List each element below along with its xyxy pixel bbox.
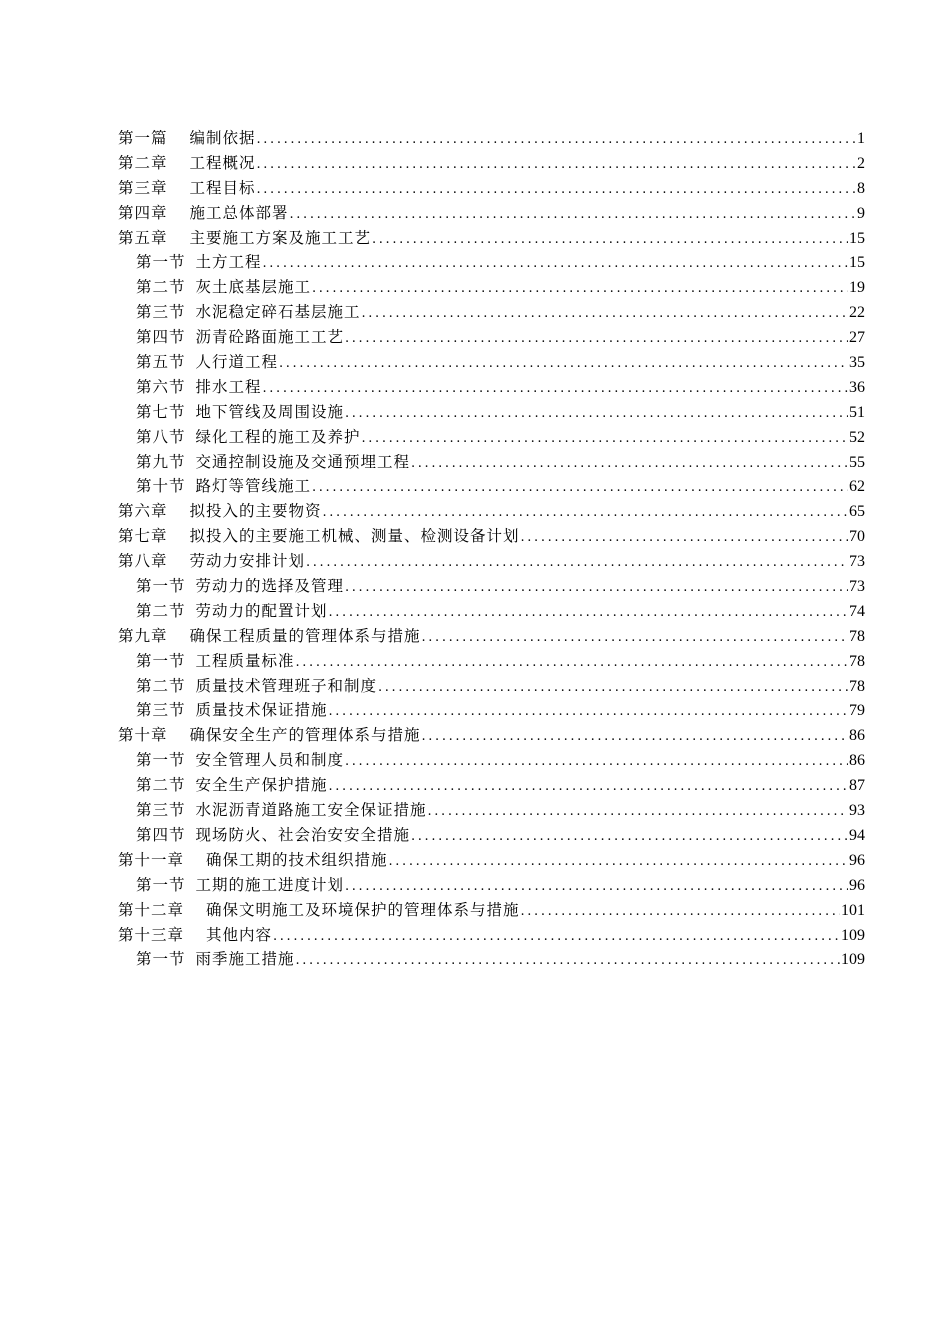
toc-entry-page-number: 86	[849, 752, 865, 770]
toc-section-entry[interactable]	[118, 325, 865, 350]
toc-entry-title: 工程概况	[189, 153, 256, 172]
toc-entry-number: 第八章	[118, 552, 168, 571]
toc-section-entry[interactable]	[118, 698, 865, 723]
toc-section-entry[interactable]	[118, 873, 865, 898]
toc-entry-page-number: 79	[849, 702, 865, 720]
toc-entry-title: 绿化工程的施工及养护	[195, 427, 361, 446]
toc-entry-number: 第五节	[136, 353, 186, 372]
toc-chapter-entry[interactable]	[118, 499, 865, 524]
toc-chapter-entry[interactable]	[118, 151, 865, 176]
toc-dot-leader	[323, 501, 848, 526]
toc-entry-page-number: 109	[841, 951, 865, 969]
toc-dot-leader	[290, 203, 856, 228]
toc-section-entry[interactable]	[118, 474, 865, 499]
toc-entry-number: 第三章	[118, 178, 168, 197]
toc-entry-title: 确保安全生产的管理体系与措施	[189, 726, 421, 745]
toc-entry-title: 劳动力的配置计划	[195, 601, 328, 620]
toc-entry-number: 第七节	[136, 402, 186, 421]
toc-dot-leader	[263, 377, 848, 402]
toc-dot-leader	[411, 825, 848, 850]
toc-dot-leader	[257, 178, 856, 203]
toc-chapter-entry[interactable]	[118, 549, 865, 574]
toc-dot-leader	[428, 800, 848, 825]
toc-entry-title: 灰土底基层施工	[195, 278, 312, 297]
toc-dot-leader	[329, 700, 848, 725]
toc-entry-number: 第十二章	[118, 900, 185, 919]
toc-entry-title: 拟投入的主要施工机械、测量、检测设备计划	[189, 527, 520, 546]
toc-entry-page-number: 70	[849, 528, 865, 546]
toc-chapter-entry[interactable]	[118, 624, 865, 649]
toc-entry-title: 雨季施工措施	[195, 950, 295, 969]
toc-entry-number: 第十三章	[118, 925, 185, 944]
toc-entry-title: 拟投入的主要物资	[189, 502, 322, 521]
toc-section-entry[interactable]	[118, 425, 865, 450]
toc-entry-page-number: 36	[849, 378, 865, 396]
toc-dot-leader	[257, 128, 856, 153]
toc-entry-page-number: 65	[849, 503, 865, 521]
toc-entry-number: 第九章	[118, 626, 168, 645]
toc-entry-number: 第十一章	[118, 850, 185, 869]
toc-entry-page-number: 86	[849, 727, 865, 745]
toc-dot-leader	[312, 277, 848, 302]
toc-section-entry[interactable]	[118, 599, 865, 624]
toc-dot-leader	[345, 576, 848, 601]
toc-dot-leader	[389, 850, 848, 875]
toc-entry-number: 第四节	[136, 825, 186, 844]
toc-entry-number: 第四章	[118, 203, 168, 222]
toc-entry-title: 路灯等管线施工	[195, 477, 312, 496]
toc-dot-leader	[296, 949, 840, 974]
toc-entry-title: 安全管理人员和制度	[195, 751, 345, 770]
toc-entry-title: 其他内容	[206, 925, 273, 944]
toc-dot-leader	[329, 775, 848, 800]
toc-entry-number: 第一篇	[118, 129, 168, 147]
toc-section-entry[interactable]	[118, 450, 865, 475]
toc-entry-number: 第十节	[136, 477, 186, 496]
toc-entry-number: 第一节	[136, 253, 186, 272]
toc-entry-number: 第二节	[136, 676, 186, 695]
toc-chapter-entry[interactable]	[118, 898, 865, 923]
toc-entry-title: 确保文明施工及环境保护的管理体系与措施	[206, 900, 520, 919]
toc-section-entry[interactable]	[118, 947, 865, 972]
toc-entry-page-number: 27	[849, 329, 865, 347]
toc-chapter-entry[interactable]	[118, 226, 865, 251]
toc-entry-number: 第十章	[118, 726, 168, 745]
toc-section-entry[interactable]	[118, 649, 865, 674]
toc-entry-number: 第四节	[136, 328, 186, 347]
toc-entry-title: 工期的施工进度计划	[195, 875, 345, 894]
toc-entry-page-number: 1	[857, 130, 865, 147]
toc-section-entry[interactable]	[118, 574, 865, 599]
toc-entry-title: 土方工程	[195, 253, 262, 272]
toc-entry-title: 水泥沥青道路施工安全保证措施	[195, 801, 427, 820]
toc-dot-leader	[362, 302, 848, 327]
toc-chapter-entry[interactable]	[118, 923, 865, 948]
toc-dot-leader	[312, 476, 848, 501]
toc-entry-title: 质量技术管理班子和制度	[195, 676, 378, 695]
toc-entry-page-number: 78	[849, 677, 865, 695]
toc-entry-title: 确保工程质量的管理体系与措施	[189, 626, 421, 645]
toc-dot-leader	[372, 228, 848, 253]
toc-dot-leader	[273, 925, 840, 950]
toc-dot-leader	[521, 900, 840, 925]
toc-dot-leader	[279, 352, 848, 377]
toc-entry-title: 水泥稳定碎石基层施工	[195, 303, 361, 322]
toc-entry-number: 第二章	[118, 153, 168, 172]
toc-section-entry[interactable]	[118, 773, 865, 798]
toc-entry-page-number: 101	[841, 901, 865, 919]
toc-entry-number: 第一节	[136, 651, 186, 670]
toc-entry-title: 劳动力的选择及管理	[195, 577, 345, 596]
toc-entry-page-number: 62	[849, 478, 865, 496]
toc-dot-leader	[378, 676, 848, 701]
toc-dot-leader	[329, 601, 848, 626]
toc-entry-title: 安全生产保护措施	[195, 776, 328, 795]
toc-dot-leader	[263, 252, 848, 277]
toc-entry-number: 第一节	[136, 950, 186, 969]
toc-entry-page-number: 9	[857, 204, 865, 222]
toc-entry-page-number: 52	[849, 428, 865, 446]
toc-section-entry[interactable]	[118, 400, 865, 425]
toc-dot-leader	[422, 725, 848, 750]
toc-entry-page-number: 109	[841, 926, 865, 944]
toc-entry-page-number: 78	[849, 627, 865, 645]
toc-entry-page-number: 96	[849, 876, 865, 894]
toc-entry-number: 第一节	[136, 577, 186, 596]
toc-entry-page-number: 51	[849, 403, 865, 421]
toc-section-entry[interactable]	[118, 798, 865, 823]
toc-dot-leader	[345, 875, 848, 900]
toc-entry-page-number: 19	[849, 279, 865, 297]
toc-chapter-entry[interactable]	[118, 201, 865, 226]
toc-entry-number: 第五章	[118, 228, 168, 247]
table-of-contents	[118, 126, 865, 972]
toc-dot-leader	[257, 153, 856, 178]
toc-entry-number: 第二节	[136, 278, 186, 297]
toc-chapter-entry[interactable]	[118, 126, 865, 151]
toc-entry-title: 地下管线及周围设施	[195, 402, 345, 421]
toc-entry-page-number: 22	[849, 304, 865, 322]
toc-entry-title: 沥青砼路面施工工艺	[195, 328, 345, 347]
toc-section-entry[interactable]	[118, 748, 865, 773]
toc-entry-page-number: 55	[849, 453, 865, 471]
toc-entry-page-number: 96	[849, 851, 865, 869]
toc-chapter-entry[interactable]	[118, 176, 865, 201]
toc-entry-number: 第六节	[136, 377, 186, 396]
toc-entry-page-number: 94	[849, 826, 865, 844]
toc-section-entry[interactable]	[118, 250, 865, 275]
toc-entry-title: 确保工期的技术组织措施	[206, 850, 388, 869]
toc-entry-page-number: 15	[849, 254, 865, 272]
toc-entry-number: 第三节	[136, 701, 186, 720]
toc-section-entry[interactable]	[118, 375, 865, 400]
toc-dot-leader	[422, 626, 848, 651]
toc-dot-leader	[521, 526, 848, 551]
toc-dot-leader	[345, 402, 848, 427]
toc-entry-page-number: 8	[857, 179, 865, 197]
toc-section-entry[interactable]	[118, 674, 865, 699]
toc-entry-page-number: 35	[849, 354, 865, 372]
toc-section-entry[interactable]	[118, 300, 865, 325]
toc-entry-title: 交通控制设施及交通预埋工程	[195, 452, 411, 471]
toc-dot-leader	[296, 651, 848, 676]
toc-section-entry[interactable]	[118, 350, 865, 375]
toc-entry-number: 第二节	[136, 601, 186, 620]
toc-entry-title: 劳动力安排计划	[189, 552, 306, 571]
toc-entry-title: 现场防火、社会治安安全措施	[195, 825, 411, 844]
toc-dot-leader	[345, 750, 848, 775]
toc-dot-leader	[411, 452, 848, 477]
toc-chapter-entry[interactable]	[118, 848, 865, 873]
toc-entry-number: 第九节	[136, 452, 186, 471]
toc-dot-leader	[345, 327, 848, 352]
toc-chapter-entry[interactable]	[118, 723, 865, 748]
toc-section-entry[interactable]	[118, 275, 865, 300]
toc-entry-number: 第三节	[136, 801, 186, 820]
toc-entry-page-number: 93	[849, 802, 865, 820]
toc-entry-number: 第三节	[136, 303, 186, 322]
toc-entry-title: 编制依据	[189, 129, 256, 147]
toc-entry-title: 施工总体部署	[189, 203, 289, 222]
toc-entry-page-number: 74	[849, 602, 865, 620]
toc-entry-number: 第七章	[118, 527, 168, 546]
toc-entry-page-number: 78	[849, 652, 865, 670]
toc-dot-leader	[306, 551, 848, 576]
toc-entry-number: 第六章	[118, 502, 168, 521]
toc-entry-page-number: 2	[857, 154, 865, 172]
toc-entry-page-number: 87	[849, 777, 865, 795]
toc-chapter-entry[interactable]	[118, 524, 865, 549]
toc-entry-number: 第二节	[136, 776, 186, 795]
toc-entry-title: 质量技术保证措施	[195, 701, 328, 720]
toc-entry-title: 排水工程	[195, 377, 262, 396]
toc-section-entry[interactable]	[118, 823, 865, 848]
toc-entry-page-number: 15	[849, 229, 865, 247]
toc-entry-page-number: 73	[849, 578, 865, 596]
toc-entry-number: 第一节	[136, 875, 186, 894]
toc-dot-leader	[362, 427, 848, 452]
toc-entry-page-number: 73	[849, 553, 865, 571]
toc-entry-title: 人行道工程	[195, 353, 279, 372]
toc-entry-number: 第八节	[136, 427, 186, 446]
toc-entry-title: 主要施工方案及施工工艺	[189, 228, 372, 247]
toc-entry-number: 第一节	[136, 751, 186, 770]
toc-entry-title: 工程质量标准	[195, 651, 295, 670]
toc-entry-title: 工程目标	[189, 178, 256, 197]
